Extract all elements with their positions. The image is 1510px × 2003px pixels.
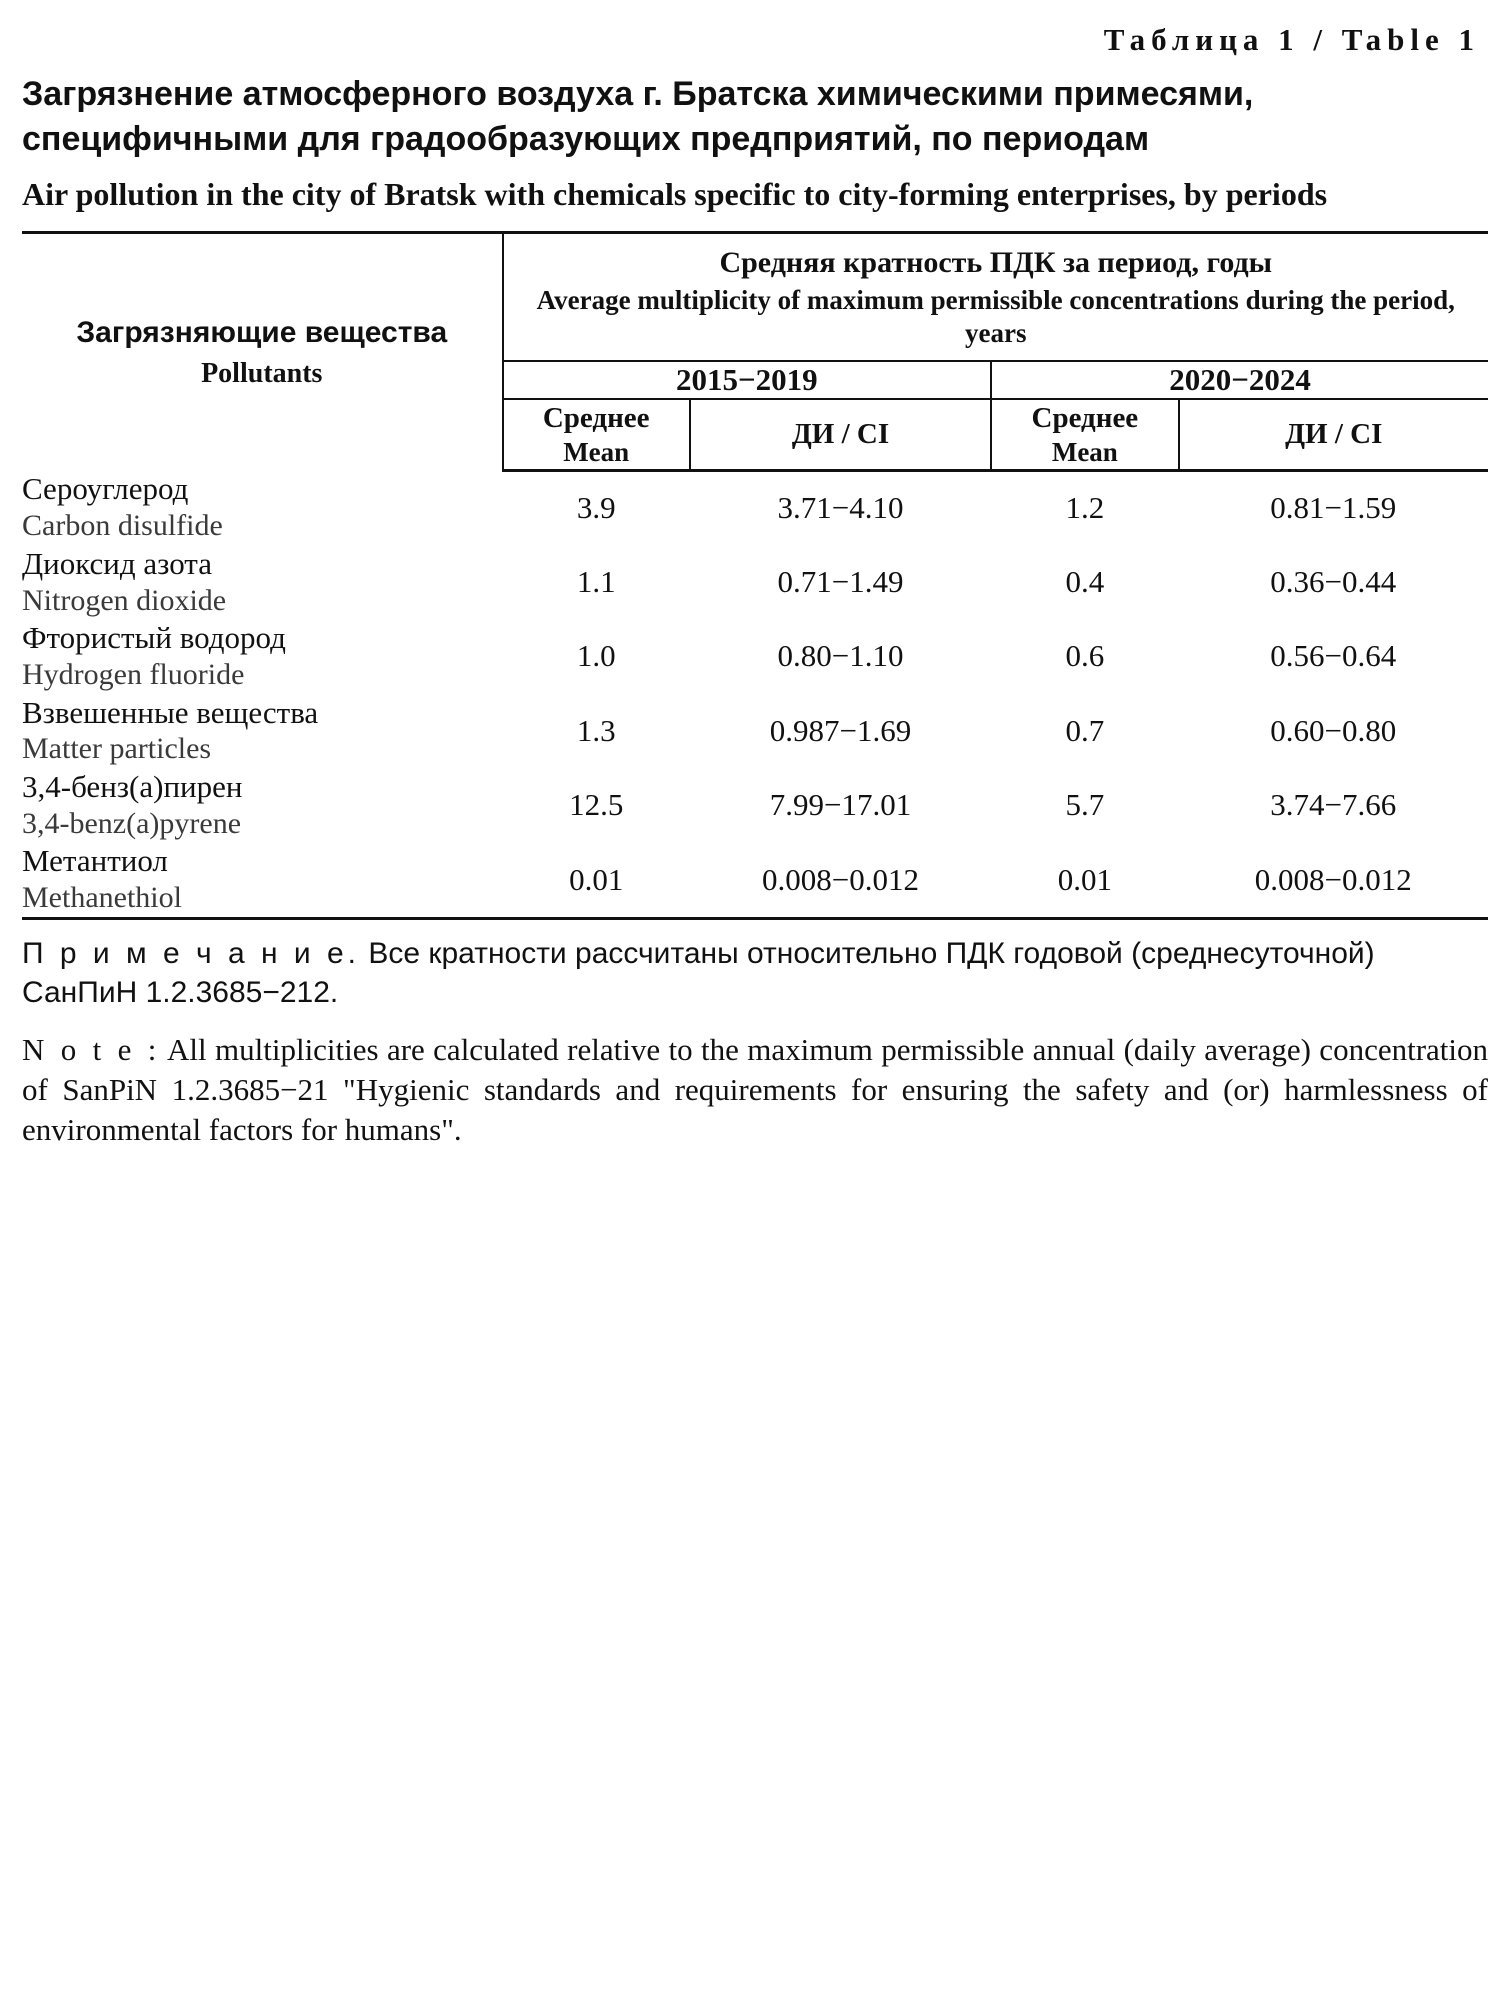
table-number-label: Таблица 1 / Table 1 xyxy=(1103,22,1480,57)
row-name-0 xyxy=(22,470,503,544)
row-mean1-5: 0.01 xyxy=(503,842,690,918)
row-ci2-3: 0.60−0.80 xyxy=(1270,712,1397,748)
table-header xyxy=(22,233,1488,471)
row-name-en-2: Hydrogen fluoride xyxy=(22,658,245,692)
row-ci2-2: 0.56−0.64 xyxy=(1270,638,1397,674)
table-title-en: Air pollution in the city of Bratsk with chemicals specific to city-forming enterprises, by periods xyxy=(22,175,1328,212)
row-name-ru-3: Взвешенные вещества xyxy=(22,694,319,730)
row-name-ru-1: Диоксид азота xyxy=(22,545,212,581)
header-mean-en-1: Mean xyxy=(563,436,630,467)
row-name-en-4: 3,4-benz(a)pyrene xyxy=(22,806,242,840)
row-name-1 xyxy=(22,545,503,619)
row-name-ru-5: Метантиол xyxy=(22,843,168,879)
header-mean-en-2: Mean xyxy=(1051,436,1118,467)
table-title-ru: Загрязнение атмосферного воздуха г. Братска химическими примесями, специфичными для градообразующих предприятий, по периодам xyxy=(22,75,1254,158)
note-en-text: All multiplicities are calculated relative to the maximum permissible annual (daily average) concentration of SanPiN 1.2.3685−21 "Hygienic standards and requirements for ensuring the safety and (or) harmlessness of environmental factors for humans". xyxy=(22,1031,1489,1148)
header-period-2020-2024: 2020−2024 xyxy=(991,361,1488,399)
header-pollutants-ru: Загрязняющие вещества xyxy=(76,315,448,349)
row-ci1-0: 3.71−4.10 xyxy=(777,490,904,526)
row-mean1-0: 3.9 xyxy=(576,490,616,526)
row-name-en-3: Matter particles xyxy=(22,732,212,766)
row-mean2-5: 0.01 xyxy=(991,842,1178,918)
row-mean1-4: 12.5 xyxy=(569,787,624,823)
row-mean2-1: 0.4 xyxy=(1065,564,1105,600)
table-row xyxy=(22,842,1488,918)
table-body xyxy=(22,470,1488,918)
header-ci-label-2: ДИ / CI xyxy=(1285,418,1383,451)
row-ci1-5: 0.008−0.012 xyxy=(690,842,991,918)
header-mean-2020-2024 xyxy=(991,399,1178,471)
row-ci2-4: 3.74−7.66 xyxy=(1270,787,1397,823)
note-en xyxy=(22,1030,1488,1151)
header-ci-2015-2019 xyxy=(690,399,991,471)
row-ci1-1: 0.71−1.49 xyxy=(777,564,904,600)
row-name-en-5: Methanethiol xyxy=(22,881,182,915)
row-name-4 xyxy=(22,768,503,842)
row-name-ru-2: Фтористый водород xyxy=(22,620,286,656)
row-mean2-2: 0.6 xyxy=(1065,638,1105,674)
row-mean1-3: 1.3 xyxy=(576,712,616,748)
row-name-5 xyxy=(22,842,503,918)
row-ci2-5: 0.008−0.012 xyxy=(1179,842,1489,918)
row-mean2-4: 5.7 xyxy=(1065,787,1105,823)
row-name-en-0: Carbon disulfide xyxy=(22,509,223,543)
header-span-ru: Средняя кратность ПДК за период, годы xyxy=(719,246,1273,280)
row-name-ru-0: Сероуглерод xyxy=(22,471,189,507)
table-row xyxy=(22,619,1488,693)
row-name-2 xyxy=(22,619,503,693)
header-mean-2015-2019 xyxy=(503,399,690,471)
row-ci1-2: 0.80−1.10 xyxy=(777,638,904,674)
row-mean2-0: 1.2 xyxy=(1065,490,1105,526)
header-span-en: Average multiplicity of maximum permissible concentrations during the period, years xyxy=(536,284,1455,348)
header-span-average xyxy=(503,233,1488,361)
row-ci2-1: 0.36−0.44 xyxy=(1270,564,1397,600)
header-pollutants-en: Pollutants xyxy=(201,358,323,390)
row-ci1-4: 7.99−17.01 xyxy=(769,787,912,823)
pollution-table xyxy=(22,231,1488,920)
note-ru-text: Все кратности рассчитаны относительно ПДК годовой (среднесуточной) СанПиН 1.2.3685−212. xyxy=(22,936,1375,1009)
header-ci-2020-2024 xyxy=(1179,399,1489,471)
table-row xyxy=(22,768,1488,842)
header-mean-ru-1: Среднее xyxy=(542,401,650,434)
header-pollutants xyxy=(22,233,503,471)
header-ci-label-1: ДИ / CI xyxy=(791,418,890,451)
row-mean1-2: 1.0 xyxy=(576,638,616,674)
row-mean1-1: 1.1 xyxy=(576,564,616,600)
row-name-3 xyxy=(22,694,503,768)
note-ru-lead: П р и м е ч а н и е. xyxy=(22,936,360,970)
header-mean-ru-2: Среднее xyxy=(1031,401,1139,434)
note-en-lead: N o t e : xyxy=(22,1031,161,1067)
table-row xyxy=(22,545,1488,619)
table-row xyxy=(22,694,1488,768)
note-ru xyxy=(22,934,1488,1012)
row-name-en-1: Nitrogen dioxide xyxy=(22,583,227,617)
row-ci1-3: 0.987−1.69 xyxy=(769,712,912,748)
row-mean2-3: 0.7 xyxy=(1065,712,1105,748)
row-ci2-0: 0.81−1.59 xyxy=(1270,490,1397,526)
row-name-ru-4: 3,4-бенз(а)пирен xyxy=(22,769,243,805)
table-row xyxy=(22,470,1488,544)
header-period-2015-2019: 2015−2019 xyxy=(503,361,992,399)
